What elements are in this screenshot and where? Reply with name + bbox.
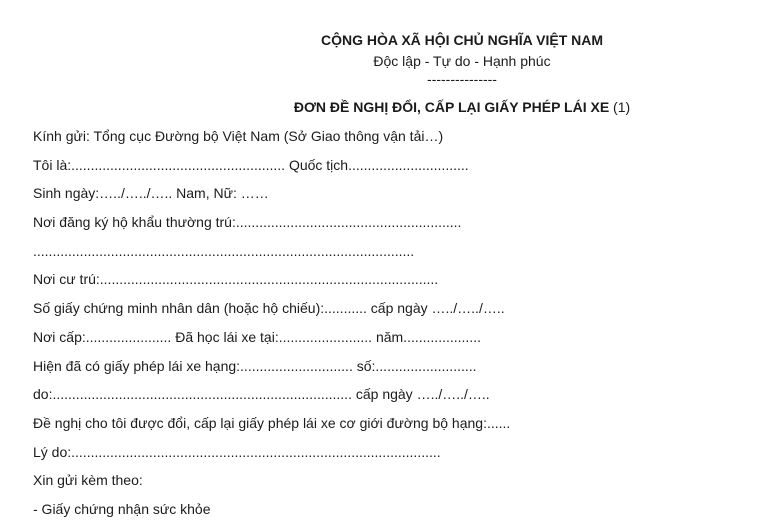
id-card-line: Số giấy chứng minh nhân dân (hoặc hộ chiếu):........... cấp ngày …../…../….. [33, 300, 505, 317]
permanent-residence-line: Nơi đăng ký hộ khẩu thường trú:.......................................................... [33, 214, 462, 231]
issue-place-training-line: Nơi cấp:...................... Đã học lái xe tại:........................ năm.................... [33, 328, 481, 345]
license-class-number-line: Hiện đã có giấy phép lái xe hạng:............................. số:.......................... [33, 357, 477, 374]
current-residence-line: Nơi cư trú:....................................................................................... [33, 271, 439, 288]
name-nationality-line: Tôi là:....................................................... Quốc tịch............................... [33, 156, 469, 173]
birthdate-gender-line: Sinh ngày:…../…../….. Nam, Nữ: …… [33, 185, 269, 202]
header-divider: --------------- [427, 71, 497, 87]
form-body [33, 125, 753, 527]
attachment-item: - Giấy chứng nhận sức khỏe [33, 500, 211, 517]
document-title [0, 96, 761, 118]
recipient-line: Kính gửi: Tổng cục Đường bộ Việt Nam (Sở Giao thông vận tải…) [33, 128, 444, 144]
license-issuer-line: do:............................................................................. cấp ngày …../…../….. [33, 386, 490, 403]
national-motto: Độc lập - Tự do - Hạnh phúc [373, 53, 551, 69]
attachments-heading: Xin gửi kèm theo: [33, 472, 143, 489]
title-footnote: (1) [609, 99, 631, 115]
request-line: Đề nghị cho tôi được đổi, cấp lại giấy phép lái xe cơ giới đường bộ hạng:...... [33, 414, 511, 431]
title-text: ĐƠN ĐỀ NGHỊ ĐỔI, CẤP LẠI GIẤY PHÉP LÁI XE [293, 99, 610, 115]
national-header [0, 30, 761, 92]
permanent-residence-continued-line: .................................................................................................. [33, 242, 415, 259]
nation-name: CỘNG HÒA XÃ HỘI CHỦ NGHĨA VIỆT NAM [320, 32, 604, 48]
reason-line: Lý do:............................................................................................... [33, 443, 441, 460]
